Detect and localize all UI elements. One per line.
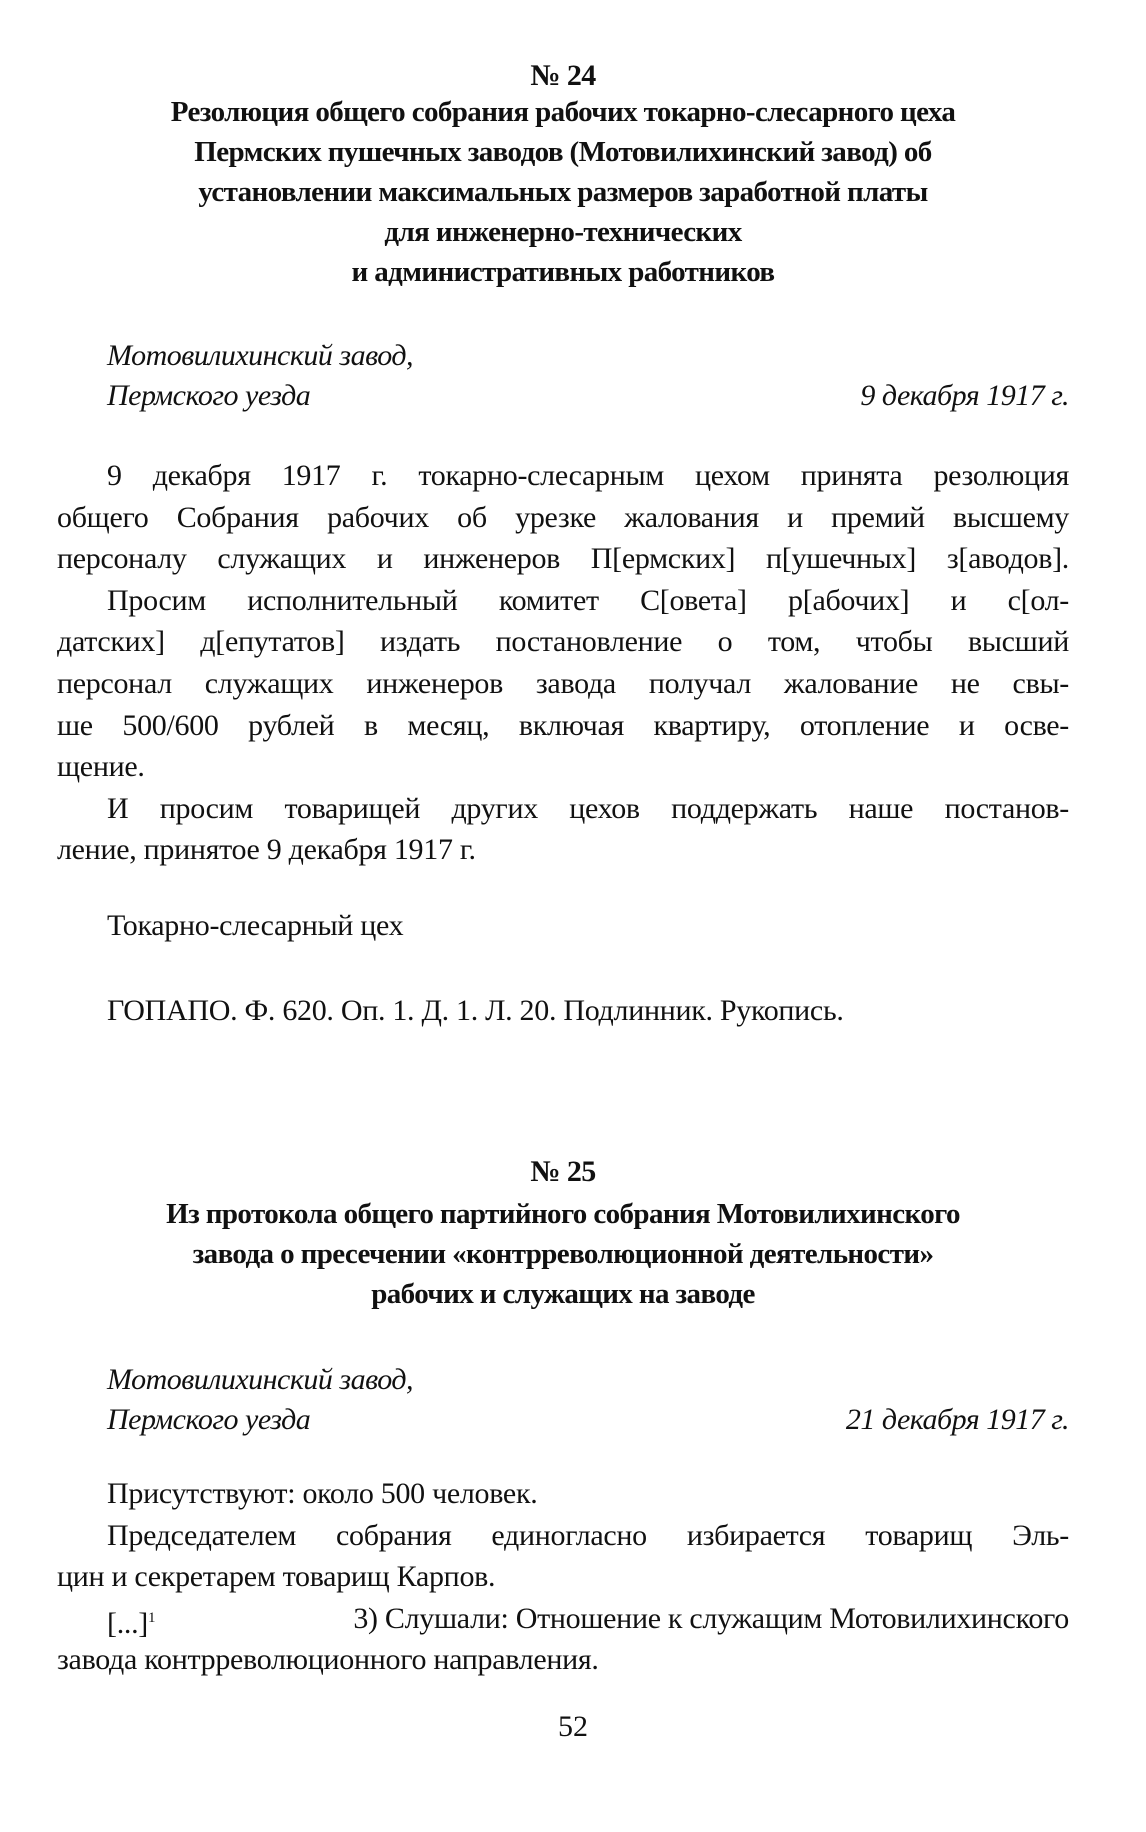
body-line: завода контрреволюционного направления. <box>57 1643 599 1677</box>
body-line: Просим исполнительный комитет С[овета] р[абочих] и с[ол- <box>107 583 1069 617</box>
archive-source: ГОПАПО. Ф. 620. Оп. 1. Д. 1. Л. 20. Подлинник. Рукопись. <box>107 994 844 1027</box>
page-number: 52 <box>558 1710 588 1743</box>
place-date <box>57 1360 1069 1440</box>
omission-mark: [...] <box>107 1606 148 1640</box>
body-line: датских] д[епутатов] издать постановление о том, чтобы высший <box>57 625 1069 659</box>
body-line: И просим товарищей других цехов поддержать наше постанов- <box>107 791 1069 825</box>
body-line: общего Собрания рабочих об урезке жалования и премий высшему <box>57 500 1069 534</box>
place-date <box>57 336 1069 416</box>
body-line: 9 декабря 1917 г. токарно-слесарным цехом принята резолюция <box>107 459 1069 492</box>
body-line: Присутствуют: около 500 человек. <box>107 1477 538 1510</box>
body-line: персонал служащих инженеров завода получал жалование не свы- <box>57 666 1069 700</box>
place-line: Пермского уезда <box>107 379 311 412</box>
document-title <box>57 92 1069 292</box>
body-line: щение. <box>57 750 145 784</box>
title-line: рабочих и служащих на заводе <box>371 1278 755 1310</box>
title-line: Резолюция общего собрания рабочих токарно-слесарного цеха <box>170 96 956 128</box>
place-line: Мотовилихинский завод, <box>107 1363 413 1396</box>
title-line: и административных работников <box>351 256 775 288</box>
body-line: ление, принятое 9 декабря 1917 г. <box>57 833 476 867</box>
document-date: 9 декабря 1917 г. <box>860 379 1069 412</box>
signature: Токарно-слесарный цех <box>107 909 404 942</box>
body-line: цин и секретарем товарищ Карпов. <box>57 1560 496 1594</box>
place-line: Мотовилихинский завод, <box>107 339 413 372</box>
footnote-ref[interactable]: 1 <box>147 1609 156 1626</box>
body-line <box>57 1598 1069 1640</box>
body-line: Председателем собрания единогласно избирается товарищ Эль- <box>107 1518 1069 1552</box>
title-line: Пермских пушечных заводов (Мотовилихинский завод) об <box>194 136 932 168</box>
title-line: Из протокола общего партийного собрания Мотовилихинского <box>166 1198 960 1230</box>
document-number: № 25 <box>530 1155 596 1188</box>
title-line: завода о пресечении «контрреволюционной деятельности» <box>192 1238 934 1270</box>
place-line: Пермского уезда <box>107 1403 311 1436</box>
document-body <box>57 455 1069 871</box>
body-line: ше 500/600 рублей в месяц, включая квартиру, отопление и осве- <box>57 708 1069 742</box>
title-line: для инженерно-технических <box>384 216 742 248</box>
body-line: персоналу служащих и инженеров П[ермских] п[ушечных] з[аводов]. <box>57 542 1069 576</box>
title-line: установлении максимальных размеров заработной платы <box>198 176 928 208</box>
document-body <box>57 1473 1069 1681</box>
body-line-text: 3) Слушали: Отношение к служащим Мотовилихинского <box>353 1601 1069 1635</box>
document-title <box>57 1194 1069 1314</box>
document-date: 21 декабря 1917 г. <box>845 1403 1069 1436</box>
document-number: № 24 <box>530 59 596 92</box>
